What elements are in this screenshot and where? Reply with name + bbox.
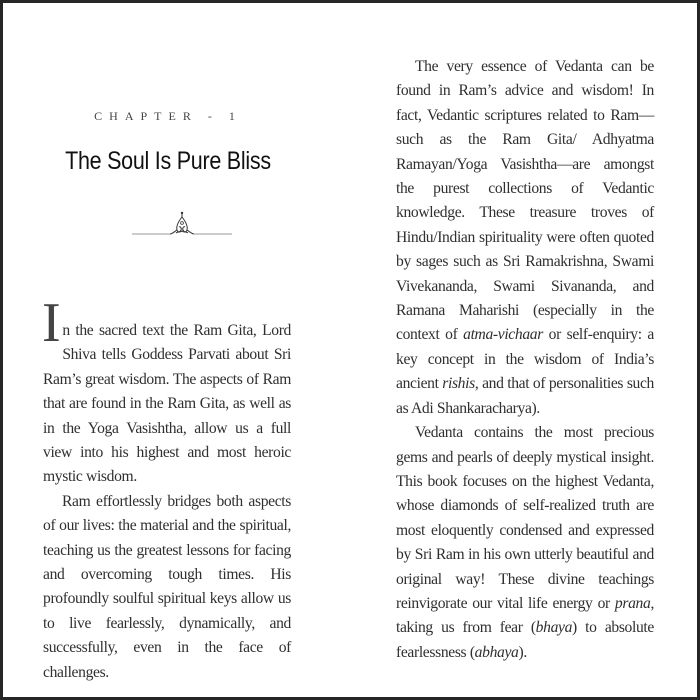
chapter-label: CHAPTER - 1 [94, 109, 242, 123]
paragraph-text: ) to absolute fearlessness ( [396, 619, 654, 661]
paragraph [396, 55, 654, 421]
paragraph-text: Vedanta contains the most precious gems and pearls of deeply mystical insight. This book focuses on the highest Vedanta, whose diamonds of self-realized truth are most eloquently condensed and expressed by Sri Ram in his own utterly beautiful and original way! These divine teachings reinvigorate our vital life energy or [396, 424, 654, 612]
drop-cap: I [42, 292, 61, 354]
right-page [396, 3, 654, 697]
italic-term: atma-vichaar [463, 326, 543, 344]
paragraph-text: ). [518, 643, 527, 661]
paragraph-text: n the sacred text the Ram Gita, Lord Shiva tells Goddess Parvati about Sri Ram’s great wisdom. The aspects of Ram that are found in the Ram Gita, as well as in the Yoga Vasishtha, allow us a full view into his highest and most heroic mystic wisdom. [43, 322, 291, 486]
paragraph: Ram effortlessly bridges both aspects of our lives: the material and the spiritual, teaching us the greatest lessons for facing and overcoming tough times. His profoundly soulful spiritual keys allow us to live fearlessly, dynamically, and successfully, even in the face of challenges. [43, 492, 291, 681]
chapter-body-right [396, 55, 654, 665]
paragraph [396, 421, 654, 665]
fleuron-divider-icon [132, 208, 232, 238]
chapter-title: The Soul Is Pure Bliss [65, 147, 271, 175]
paragraph-text: , and that of personalities such as Adi Shankaracharya). [396, 375, 654, 417]
italic-term: bhaya [535, 619, 573, 637]
italic-term: abhaya [474, 643, 519, 661]
chapter-body-left [42, 292, 291, 685]
italic-term: prana [614, 594, 651, 612]
paragraph-text: The very essence of Vedanta can be found in Ram’s advice and wisdom! In fact, Vedantic scriptures related to Ram—such as the Ram Gita/ Adhyatma Ramayan/Yoga Vasishtha—are amongst the purest collections of Vedantic knowledge. These treasure troves of Hindu/Indian spirituality were often quoted by sages such as Sri Ramakrishna, Swami Vivekananda, Swami Sivananda, and Ramana Maharishi (especially in the context of [396, 58, 654, 344]
paragraph [42, 292, 291, 490]
italic-term: rishis [442, 375, 475, 393]
left-page [43, 3, 291, 697]
paragraph-text: , taking us from fear ( [396, 594, 654, 637]
paragraph-text: or self-enquiry: a key concept in the wisdom of India’s ancient [396, 326, 654, 393]
